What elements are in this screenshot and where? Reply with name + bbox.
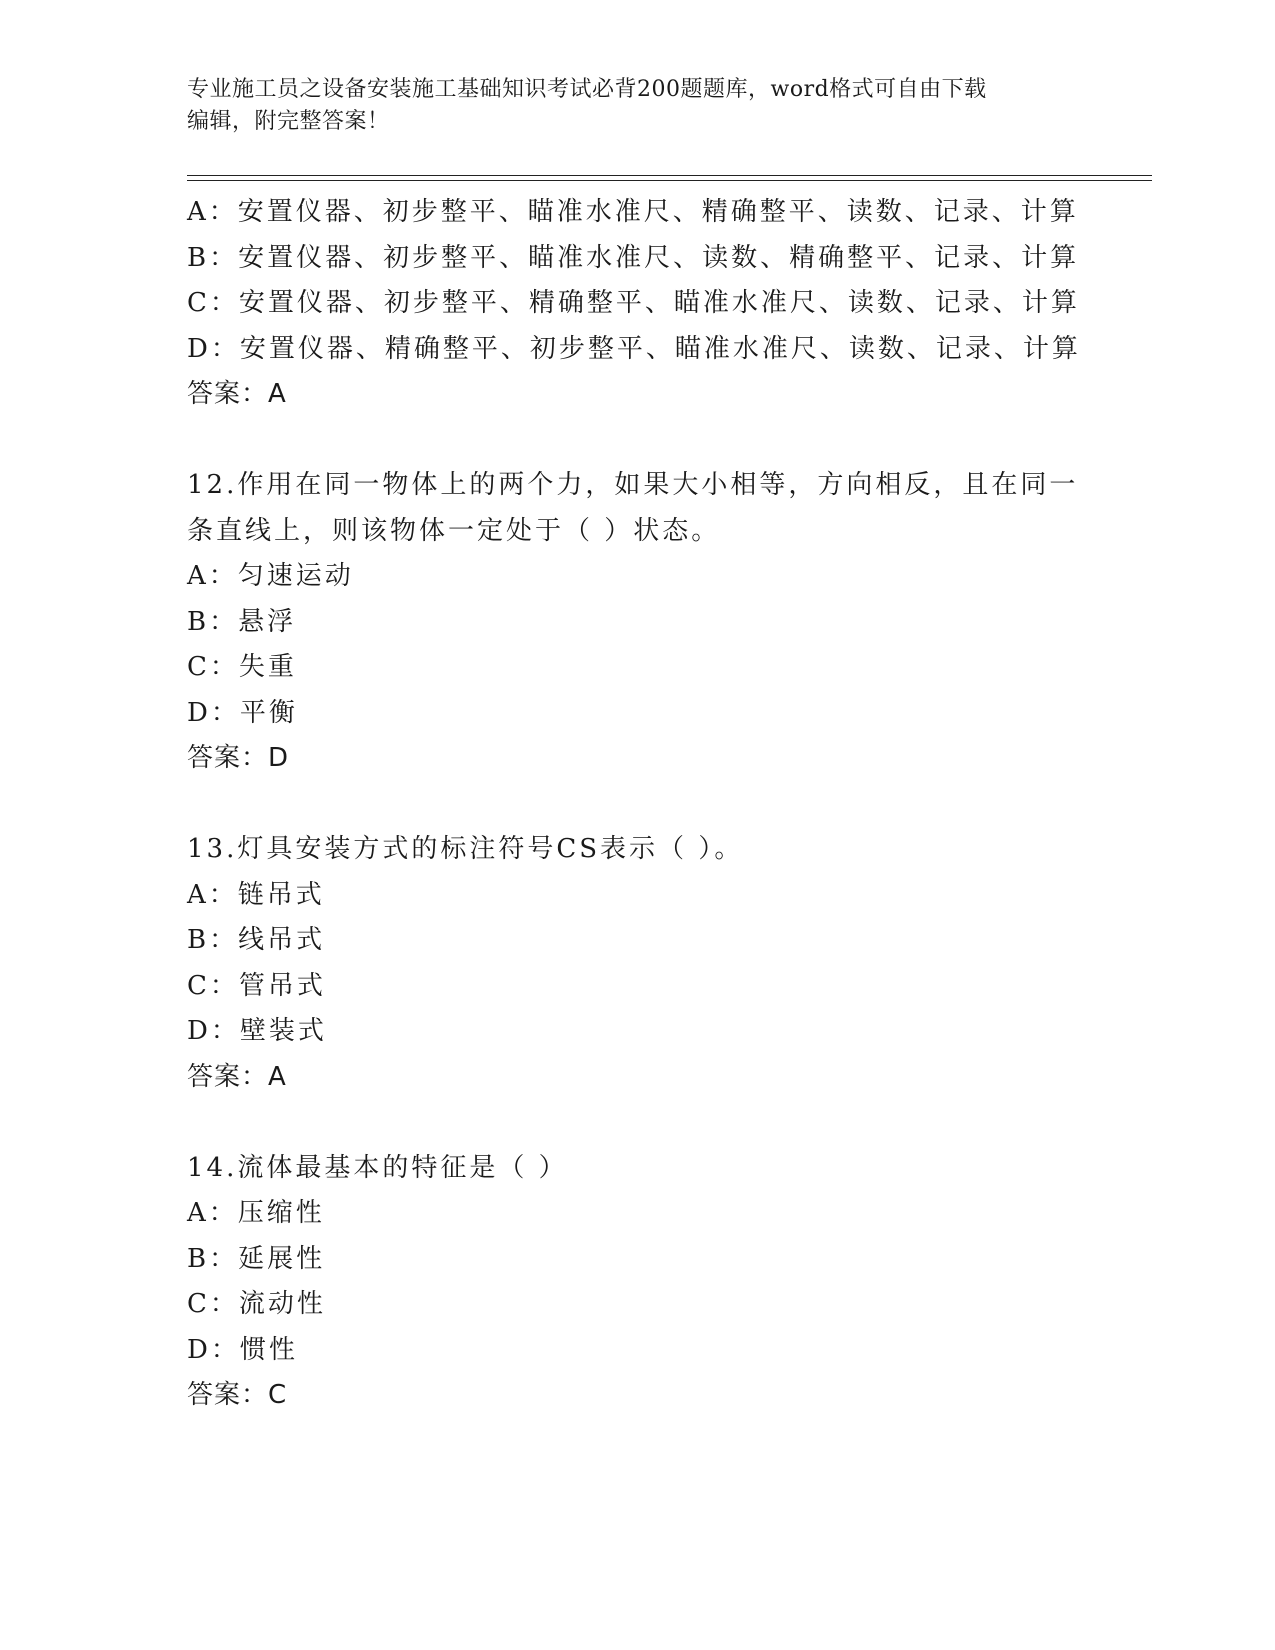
document-header <box>187 74 1087 138</box>
question-14 <box>187 1146 1107 1419</box>
header-divider-top <box>187 175 1152 176</box>
header-divider-bottom <box>187 180 1152 181</box>
option-d: D：壁装式 <box>187 1016 327 1046</box>
option-d: D：平衡 <box>187 697 298 728</box>
header-line-1: 专业施工员之设备安装施工基础知识考试必背200题题库，word格式可自由下载 <box>187 77 987 102</box>
question-stem: 12.作用在同一物体上的两个力，如果大小相等，方向相反，且在同一 <box>187 470 1079 500</box>
option-a: A：安置仪器、初步整平、瞄准水准尺、精确整平、读数、记录、计算 <box>187 197 1079 227</box>
spacer <box>187 418 1107 464</box>
option-c: C：安置仪器、初步整平、精确整平、瞄准水准尺、读数、记录、计算 <box>187 288 1080 318</box>
option-b: B：延展性 <box>187 1243 326 1274</box>
question-13 <box>187 827 1107 1100</box>
question-list <box>187 190 1107 1419</box>
question-12 <box>187 463 1107 782</box>
option-a: A：匀速运动 <box>187 561 354 591</box>
spacer <box>187 782 1107 828</box>
answer: 答案：A <box>187 1061 287 1092</box>
option-b: B：安置仪器、初步整平、瞄准水准尺、读数、精确整平、记录、计算 <box>187 242 1080 273</box>
question-stem: 14.流体最基本的特征是（ ） <box>187 1152 568 1183</box>
answer: 答案：C <box>187 1380 288 1410</box>
option-c: C：管吊式 <box>187 970 326 1001</box>
option-b: B：线吊式 <box>187 925 326 955</box>
header-line-2: 编辑，附完整答案！ <box>187 109 390 134</box>
option-d: D：安置仪器、精确整平、初步整平、瞄准水准尺、读数、记录、计算 <box>187 333 1081 364</box>
option-a: A：链吊式 <box>187 879 325 910</box>
option-c: C：流动性 <box>187 1289 326 1319</box>
option-d: D：惯性 <box>187 1334 298 1365</box>
option-a: A：压缩性 <box>187 1198 325 1228</box>
question-stem-continued: 条直线上，则该物体一定处于（ ）状态。 <box>187 515 721 546</box>
question-stem: 13.灯具安装方式的标注符号CS表示（ ）。 <box>187 834 744 864</box>
answer: 答案：D <box>187 743 290 773</box>
question-11 <box>187 190 1107 418</box>
spacer <box>187 1100 1107 1146</box>
answer: 答案：A <box>187 379 287 409</box>
option-c: C：失重 <box>187 652 297 682</box>
option-b: B：悬浮 <box>187 606 297 637</box>
